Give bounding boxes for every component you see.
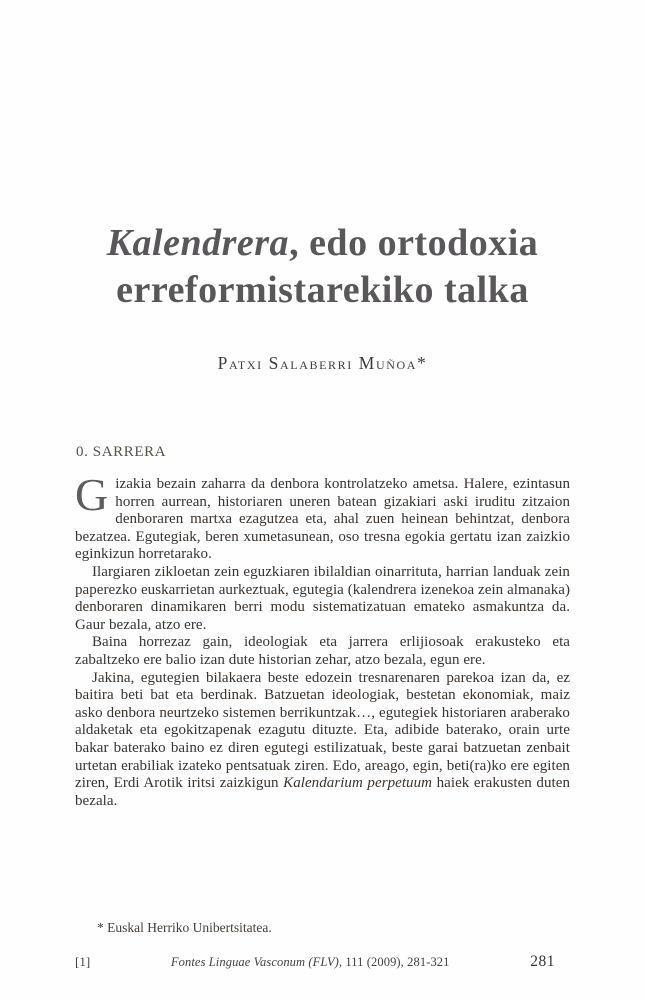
article-title-italic-part: Kalendrera [106, 222, 290, 264]
journal-issue-info: 111 (2009), 281-321 [342, 955, 450, 969]
paragraph-4-italic-term: Kalendarium perpetuum [283, 775, 433, 792]
article-title-line-2: erreformistarekiko talka [116, 269, 529, 311]
footnote: * Euskal Herriko Unibertsitatea. [97, 920, 272, 935]
page-number: 281 [530, 953, 555, 970]
article-title-roman-part: , edo ortodoxia [289, 222, 539, 264]
article-body [75, 444, 570, 810]
drop-cap: G [75, 469, 109, 520]
article-title [0, 220, 645, 314]
paragraph-2: Ilargiaren zikloetan zein eguzkiaren ibilaldian oinarrituta, harrian landuak zein paperezko euskarrietan aurkeztuak, egutegia (kalendrera izenekoa zein almanaka) denboraren dinamikaren berri modu sistematizatuan emateko asmakuntza da. Gaur bezala, atzo ere. [75, 563, 570, 633]
paragraph-1 [75, 469, 570, 564]
article-title-line-1 [0, 220, 645, 267]
paragraph-4-text: Jakina, egutegien bilakaera beste edozein tresnarenaren parekoa izan da, ez baitira beti bat eta berdinak. Batzuetan ideologiak, bestetan ekonomiak, maiz asko denbora neurtzeko sistemen berrikuntzak…, egutegiek historiaren araberako aldaketak eta egokitzapenak ezagutu dituzte. Eta, adibide baterako, orain urte bakar baterako baino ez diren egutegi estilizatuak, beste garai batzuetan zenbait urtetan erabiliak izateko pentsatuak ziren. Edo, areago, egin, beti(ra)ko ere egiten ziren, Erdi Arotik iritsi zaizkigun [75, 669, 570, 792]
page-footer [75, 953, 555, 971]
journal-title: Fontes Linguae Vasconum (FLV), [170, 955, 343, 969]
journal-reference [171, 955, 450, 970]
paragraph-4-text-end: haiek erakusten duten bezala. [75, 775, 571, 809]
paragraph-3: Baina horrezaz gain, ideologiak eta jarrera erlijiosoak erakusteko eta zabaltzeko ere balio izan dute historian zehar, atzo bezala, egun ere. [75, 634, 570, 668]
author-byline: Patxi Salaberri Muñoa* [217, 353, 428, 373]
paragraph-4 [75, 670, 570, 811]
section-heading: 0. SARRERA [76, 444, 167, 460]
paragraph-1-text: izakia bezain zaharra da denbora kontrolatzeko ametsa. Halere, ezintasun horren aurrean, historiaren uneren batean gizakiari aski iruditu zitzaion denboraren martxa ezagutzea eta, ahal zuen heinean behintzat, denbora bezatzea. Egutegiak, beren xumetasunean, oso tresna egokia gertatu izan zaizkio eginkizun horretarako. [75, 476, 570, 563]
sheet-marker: [1] [75, 954, 91, 969]
